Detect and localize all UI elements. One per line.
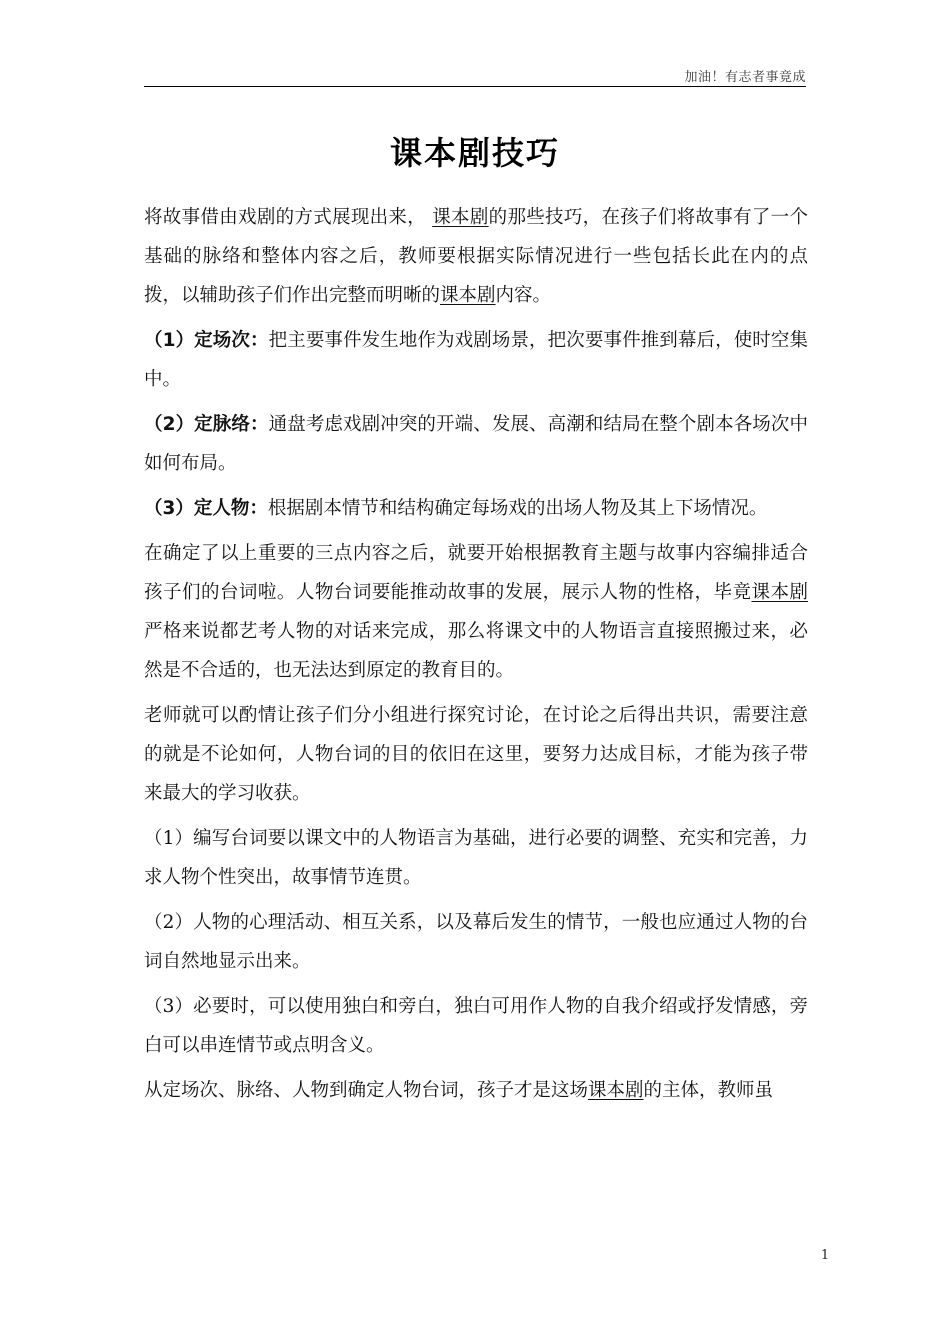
paragraph-text: 内容。 (495, 285, 552, 306)
keyword-link[interactable]: 课本剧 (440, 285, 496, 306)
paragraph-step-3 (144, 489, 808, 528)
keyword-link[interactable]: 课本剧 (432, 207, 489, 228)
page-number: 1 (820, 1248, 830, 1263)
paragraph-text: 的那些技巧，在孩子们将故事有了一个基础的脉络和整体内容之后，教师要根据实际情况进行一些包括长此在内的点拨，以辅助孩子们作出完整而明晰的 (144, 207, 808, 306)
paragraph-text: 将故事借由戏剧的方式展现出来， (144, 207, 433, 228)
paragraph-discussion: 老师就可以酌情让孩子们分小组进行探究讨论，在讨论之后得出共识，需要注意的就是不论如何，人物台词的目的依旧在这里，要努力达成目标，才能为孩子带来最大的学习收获。 (144, 705, 808, 804)
paragraph-text: 根据剧本情节和结构确定每场戏的出场人物及其上下场情况。 (267, 498, 768, 519)
paragraph-step-2 (144, 405, 808, 483)
keyword-link[interactable]: 课本剧 (751, 582, 808, 603)
paragraph-text: 把主要事件发生地作为戏剧场景，把次要事件推到幕后，使时空集中。 (144, 330, 808, 390)
header-divider (144, 86, 806, 87)
page-header-text: 加油！有志者事竟成 (684, 70, 806, 85)
paragraph-rule-1: （1）编写台词要以课文中的人物语言为基础，进行必要的调整、充实和完善，力求人物个性突出，故事情节连贯。 (144, 828, 808, 888)
paragraph-rule-3: （3）必要时，可以使用独白和旁白，独白可用作人物的自我介绍或抒发情感，旁白可以串连情节或点明含义。 (144, 996, 808, 1056)
paragraph-dialogue (144, 534, 808, 690)
paragraph-text: 的主体，教师虽 (643, 1080, 774, 1101)
paragraph-rule-2: （2）人物的心理活动、相互关系，以及幕后发生的情节，一般也应通过人物的台词自然地显示出来。 (144, 912, 808, 972)
paragraph-text: 通盘考虑戏剧冲突的开端、发展、高潮和结局在整个剧本各场次中如何布局。 (144, 414, 808, 474)
paragraph-text: 在确定了以上重要的三点内容之后，就要开始根据教育主题与故事内容编排适合孩子们的台词啦。人物台词要能推动故事的发展，展示人物的性格，毕竟 (144, 543, 808, 603)
paragraph-closing (144, 1071, 808, 1110)
paragraph-text: 从定场次、脉络、人物到确定人物台词，孩子才是这场 (144, 1080, 589, 1101)
paragraph-intro (144, 198, 808, 315)
step-label: （2）定脉络： (144, 414, 269, 435)
paragraph-text: 严格来说都艺考人物的对话来完成，那么将课文中的人物语言直接照搬过来，必然是不合适的，也无法达到原定的教育目的。 (144, 621, 808, 681)
step-label: （3）定人物： (144, 498, 268, 519)
step-label: （1）定场次： (144, 330, 269, 351)
paragraph-step-1 (144, 321, 808, 399)
document-title: 课本剧技巧 (389, 134, 560, 172)
keyword-link[interactable]: 课本剧 (588, 1080, 644, 1101)
document-body (144, 198, 808, 1116)
